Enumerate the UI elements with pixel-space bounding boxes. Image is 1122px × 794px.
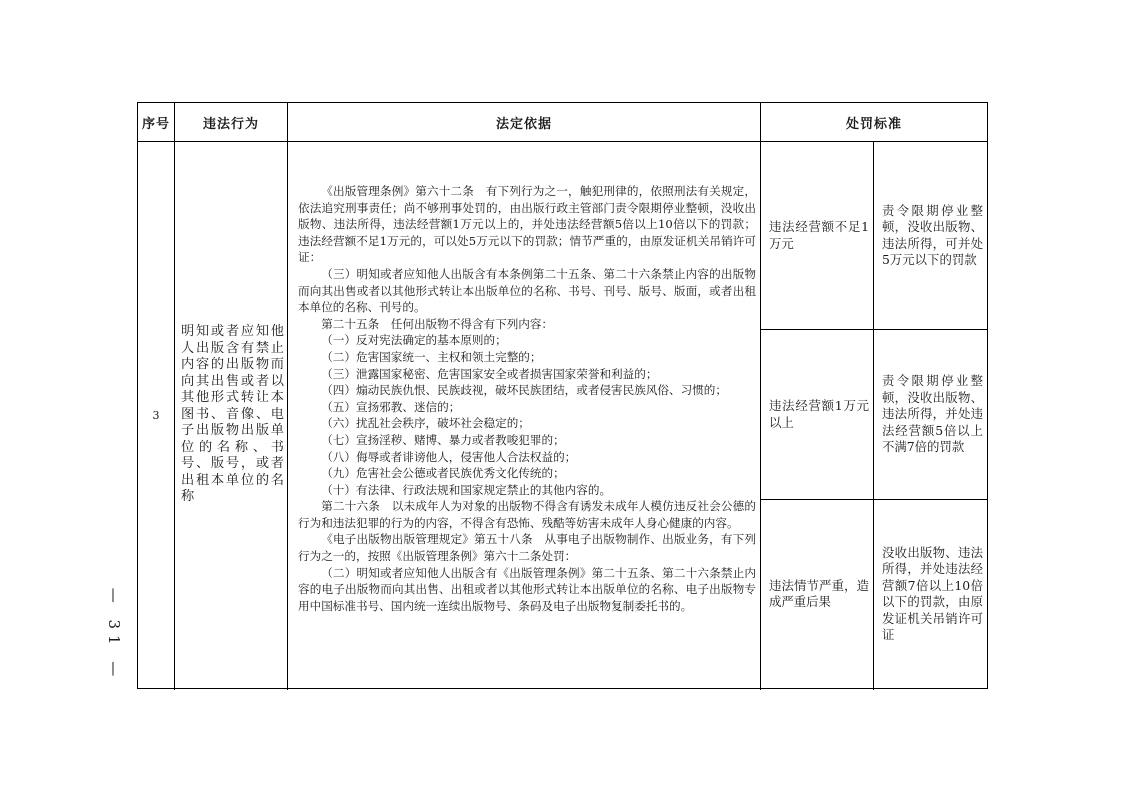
basis-paragraph: （四）煽动民族仇恨、民族歧视，破坏民族团结，或者侵害民族风俗、习惯的； xyxy=(321,383,727,398)
penalty-table xyxy=(137,102,988,689)
row-seq: 3 xyxy=(152,408,160,422)
standard-text: 责令限期停业整顿，没收出版物、违法所得，并处违法经营额5倍以上不满7倍的罚款 xyxy=(882,373,983,455)
violation-description xyxy=(175,142,287,688)
basis-paragraph: （二）危害国家统一、主权和领土完整的； xyxy=(321,349,542,364)
page-number: — 31 — xyxy=(105,587,123,683)
basis-paragraph: 第二十六条 以未成年人为对象的出版物不得含有诱发未成年人模仿违反社会公德的行为和违法犯罪的行为的内容，不得含有恐怖、残酷等妨害未成年人身心健康的内容。 xyxy=(298,499,756,530)
penalty-standard xyxy=(874,330,987,499)
basis-paragraph: （十）有法律、行政法规和国家规定禁止的其他内容的。 xyxy=(321,482,612,497)
standard-text: 责令限期停业整顿，没收出版物、违法所得，可并处5万元以下的罚款 xyxy=(882,202,983,267)
basis-paragraph: （七）宣扬淫秽、赌博、暴力或者教唆犯罪的； xyxy=(321,432,565,447)
header-basis: 法定依据 xyxy=(495,116,552,132)
condition-text: 违法情节严重，造成严重后果 xyxy=(769,577,869,609)
basis-paragraph: （一）反对宪法确定的基本原则的； xyxy=(321,333,507,348)
basis-paragraph: 《出版管理条例》第六十二条 有下列行为之一，触犯刑律的，依照刑法有关规定，依法追究刑事责任；尚不够刑事处罚的，由出版行政主管部门责令限期停业整顿，没收出版物、违法所得，违法经营额1万元以上的，并处违法经营额5倍以上10倍以下的罚款；违法经营额不足1万元的，可以处5万元以下的罚款；情节严重的，由原发证机关吊销许可证： xyxy=(298,184,756,265)
basis-paragraph: （九）危害社会公德或者民族优秀文化传统的； xyxy=(321,466,565,481)
basis-paragraph: （六）扰乱社会秩序，破坏社会稳定的； xyxy=(321,416,530,431)
penalty-condition xyxy=(761,142,873,329)
basis-paragraph: （二）明知或者应知他人出版含有《出版管理条例》第二十五条、第二十六条禁止内容的电子出版物而向其出售、出租或者以其他形式转让本出版单位的名称、电子出版物专用中国标准书号、国内统一连续出版物号、条码及电子出版物复制委托书的。 xyxy=(298,565,756,613)
standard-text: 没收出版物、违法所得，并处违法经营额7倍以上10倍以下的罚款，由原发证机关吊销许可证 xyxy=(882,544,983,642)
condition-text: 违法经营额1万元以上 xyxy=(769,398,869,430)
basis-paragraph: 第二十五条 任何出版物不得含有下列内容： xyxy=(321,316,554,331)
basis-paragraph: 《电子出版物出版管理规定》第五十八条 从事电子出版物制作、出版业务，有下列行为之一的，按照《出版管理条例》第六十二条处罚： xyxy=(298,532,756,564)
basis-paragraph: （五）宣扬邪教、迷信的； xyxy=(321,399,461,414)
basis-paragraph: （三）明知或者应知他人出版含有本条例第二十五条、第二十六条禁止内容的出版物而向其出售或者以其他形式转让本出版单位的名称、书号、刊号、版号、版面，或者出租本单位的名称、刊号的。 xyxy=(298,266,756,315)
legal-basis xyxy=(288,183,760,683)
header-action: 违法行为 xyxy=(202,116,259,132)
violation-text: 明知或者应知他人出版含有禁止内容的出版物而向其出售或者以其他形式转让本图书、音像、电子出版物出版单位的名称、书号、版号，或者出租本单位的名称 xyxy=(181,324,284,505)
basis-paragraph: （八）侮辱或者诽谤他人，侵害他人合法权益的； xyxy=(321,449,577,464)
header-seq: 序号 xyxy=(141,116,170,132)
penalty-condition xyxy=(761,500,873,688)
penalty-condition xyxy=(761,330,873,499)
basis-paragraph: （三）泄露国家秘密、危害国家安全或者损害国家荣誉和利益的； xyxy=(321,366,658,381)
penalty-standard xyxy=(874,500,987,688)
condition-text: 违法经营额不足1万元 xyxy=(769,219,869,251)
penalty-standard xyxy=(874,142,987,329)
header-penalty: 处罚标准 xyxy=(845,116,902,132)
